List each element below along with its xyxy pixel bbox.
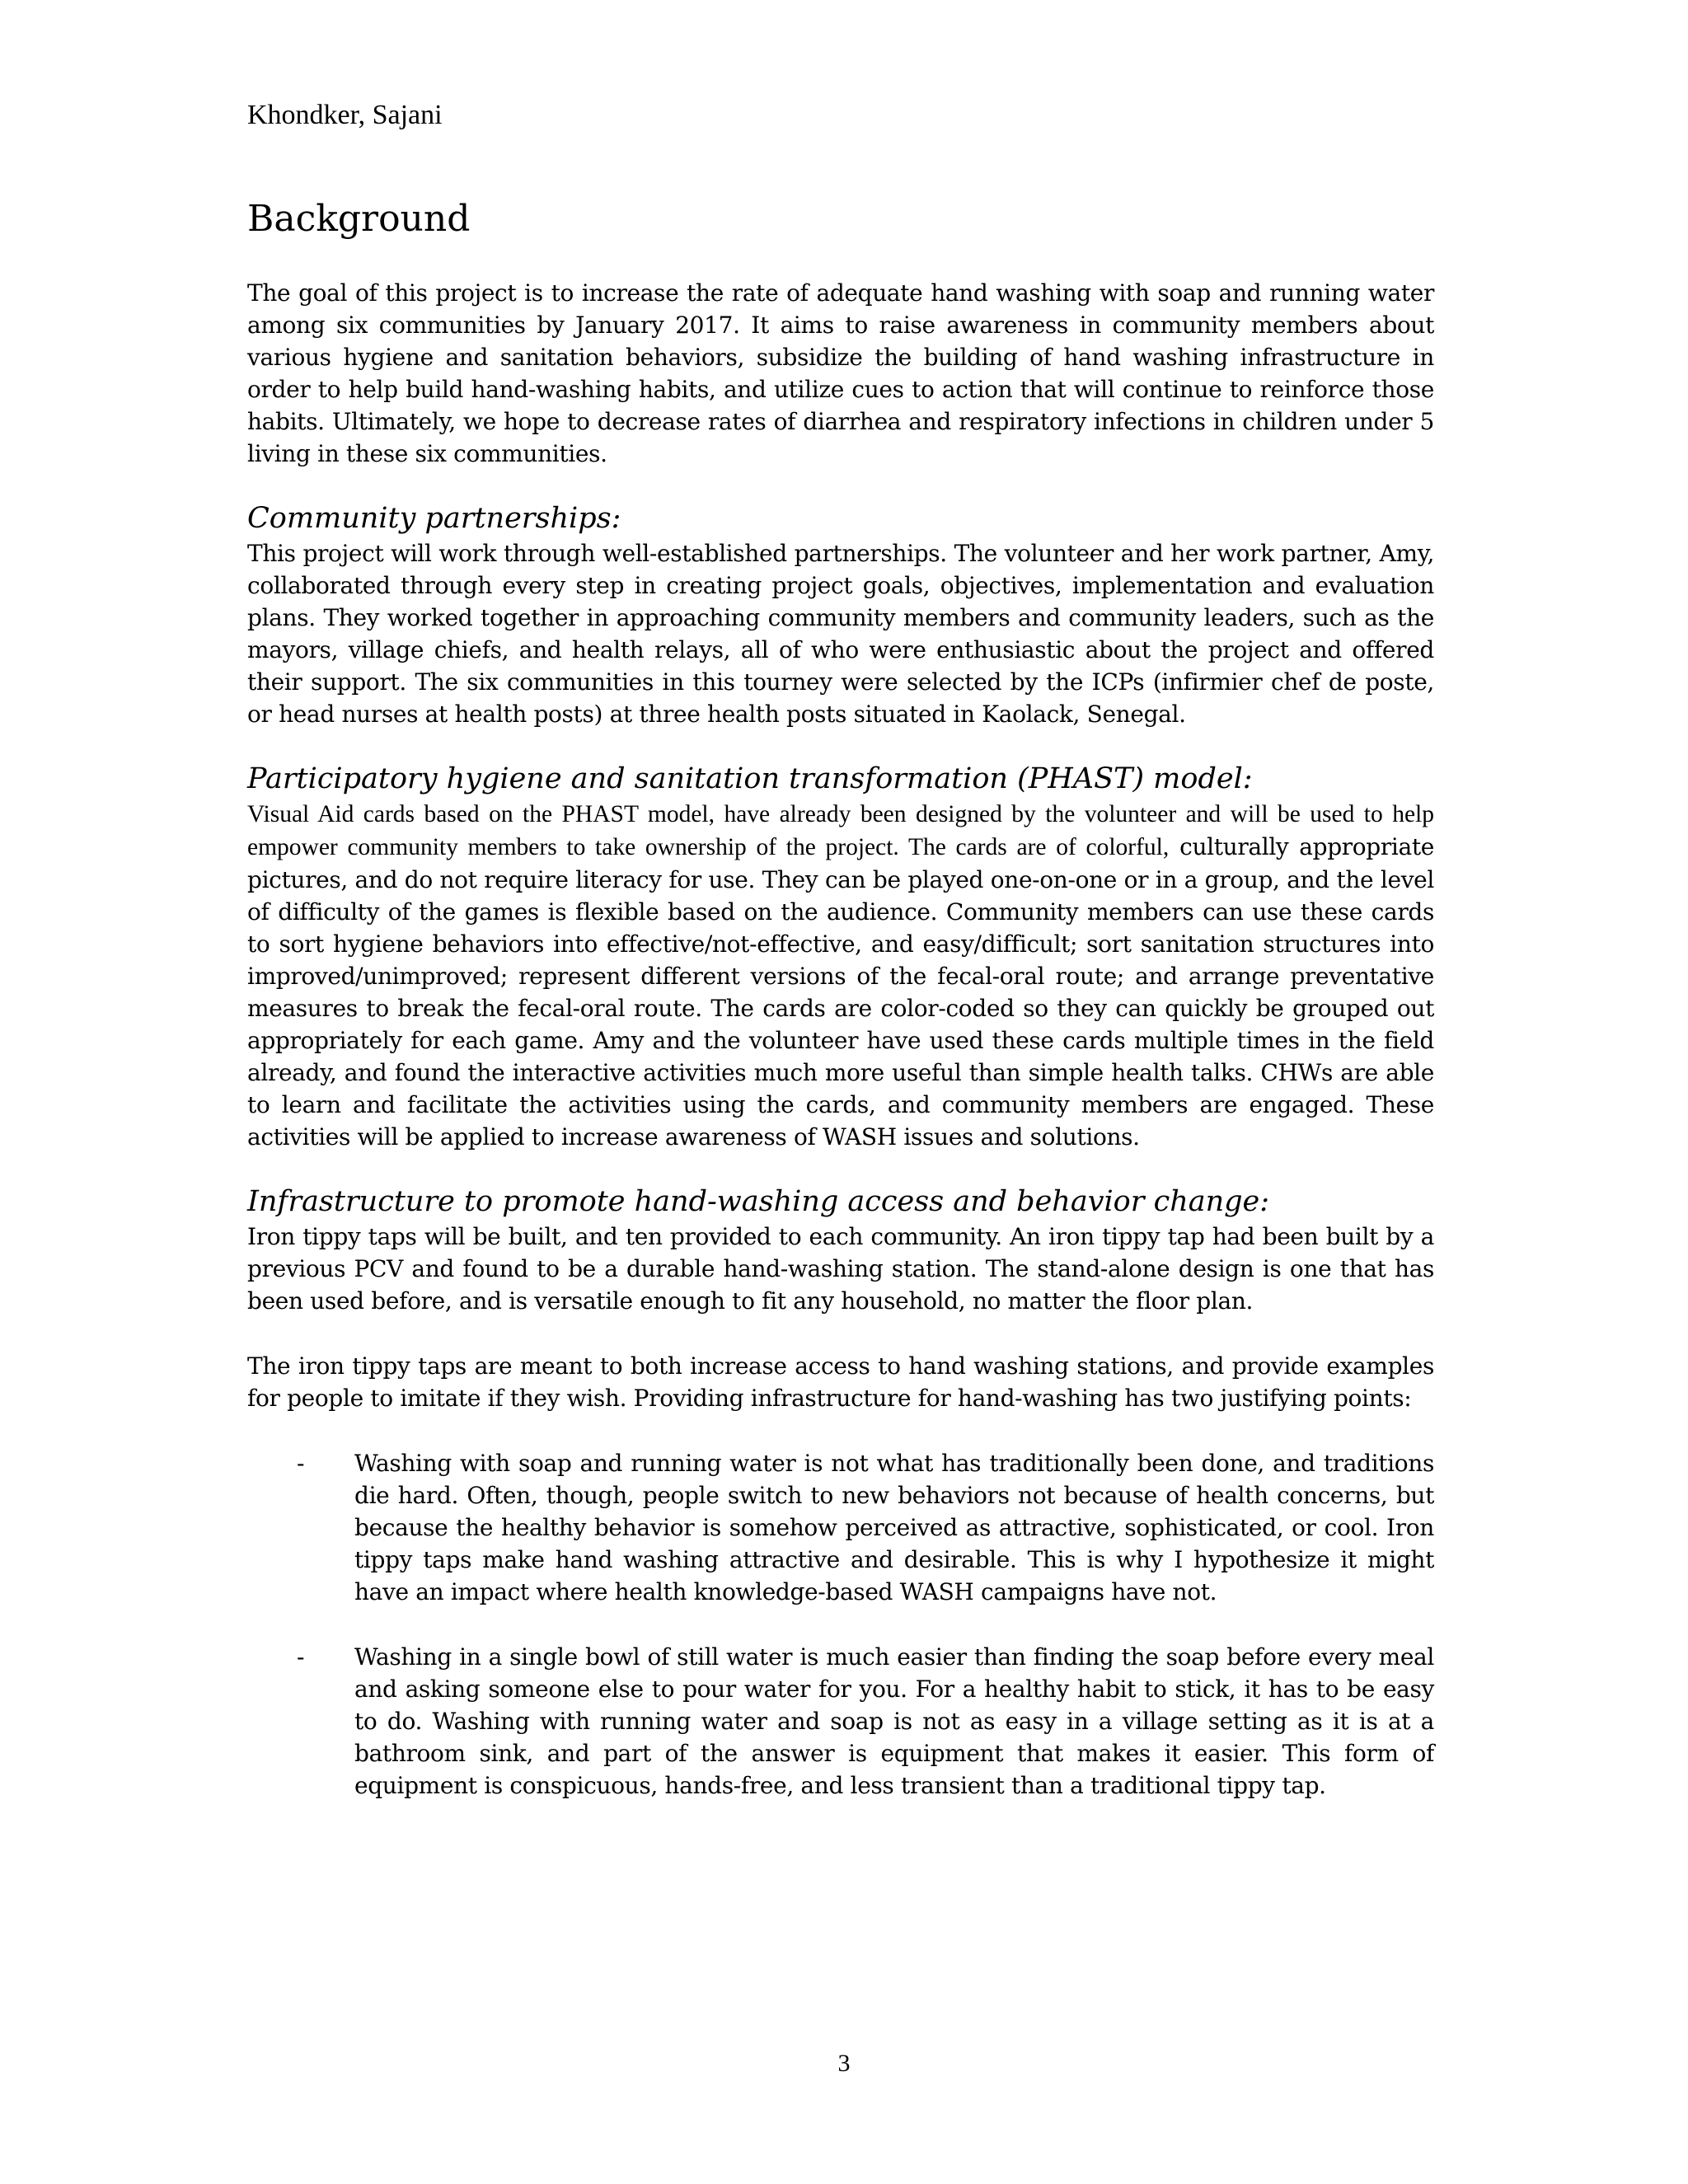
infrastructure-paragraph-2: The iron tippy taps are meant to both increase access to hand washing stations, and provide examples for people to imitate if they wish. Providing infrastructure for hand-washing has two justifying points:	[247, 1352, 1434, 1412]
page-number: 3	[837, 2050, 851, 2077]
justification-list	[247, 1447, 1434, 1802]
page-content	[247, 194, 1434, 1802]
phast-paragraph-lead: Visual Aid cards based on the PHAST model, have already been designed by the volunteer and will be used to help empower community members to take ownership of the project. The cards are of colorful,	[247, 801, 1434, 860]
spacer	[247, 1317, 1434, 1350]
community-paragraph: This project will work through well-established partnerships. The volunteer and her work partner, Amy, collaborated through every step in creating project goals, objectives, implementation and evaluation plans. They worked together in approaching community members and community leaders, such as the mayors, village chiefs, and health relays, all of who were enthusiastic about the project and offered their support. The six communities in this tourney were selected by the ICPs (infirmier chef de poste, or head nurses at health posts) at three health posts situated in Kaolack, Senegal.	[247, 540, 1434, 728]
section-title: Background	[247, 198, 471, 240]
phast-heading: Participatory hygiene and sanitation transformation (PHAST) model:	[247, 762, 1253, 795]
community-heading: Community partnerships:	[247, 502, 621, 535]
infrastructure-paragraph-1: Iron tippy taps will be built, and ten provided to each community. An iron tippy tap had been built by a previous PCV and found to be a durable hand-washing station. The stand-alone design is one that has been used before, and is versatile enough to fit any household, no matter the floor plan.	[247, 1223, 1434, 1315]
infrastructure-heading: Infrastructure to promote hand-washing access and behavior change:	[247, 1185, 1270, 1218]
list-item	[247, 1641, 1434, 1802]
spacer	[247, 730, 1434, 760]
spacer	[247, 1608, 1434, 1641]
intro-paragraph: The goal of this project is to increase the rate of adequate hand washing with soap and running water among six communities by January 2017. It aims to raise awareness in community members about various hygiene and sanitation behaviors, subsidize the building of hand washing infrastructure in order to help build hand-washing habits, and utilize cues to action that will continue to reinforce those habits. Ultimately, we hope to decrease rates of diarrhea and respiratory infections in children under 5 living in these six communities.	[247, 279, 1434, 467]
list-item	[247, 1447, 1434, 1608]
running-header-author: Khondker, Sajani	[247, 100, 443, 130]
bullet-dash: -	[297, 1643, 305, 1671]
list-item-text: Washing in a single bowl of still water is much easier than finding the soap before every meal and asking someone else to pour water for you. For a healthy habit to stick, it has to be easy to do. Washing with running water and soap is not as easy in a village setting as it is at a bathroom sink, and part of the answer is equipment that makes it easier. This form of equipment is conspicuous, hands-free, and less transient than a traditional tippy tap.	[354, 1643, 1434, 1799]
list-item-text: Washing with soap and running water is not what has traditionally been done, and traditions die hard. Often, though, people switch to new behaviors not because of health concerns, but because the healthy behavior is somehow perceived as attractive, sophisticated, or cool. Iron tippy taps make hand washing attractive and desirable. This is why I hypothesize it might have an impact where health knowledge-based WASH campaigns have not.	[354, 1450, 1434, 1605]
spacer	[247, 1414, 1434, 1447]
phast-paragraph-rest: culturally appropriate pictures, and do not require literacy for use. They can be played one-on-one or in a group, and the level of difficulty of the games is flexible based on the audience. Community members can use these cards to sort hygiene behaviors into effective/not-effective, and easy/difficult; sort sanitation structures into improved/unimproved; represent different versions of the fecal-oral route; and arrange preventative measures to break the fecal-oral route. The cards are color-coded so they can quickly be grouped out appropriately for each game. Amy and the volunteer have used these cards multiple times in the field already, and found the interactive activities much more useful than simple health talks. CHWs are able to learn and facilitate the activities using the cards, and community members are engaged. These activities will be applied to increase awareness of WASH issues and solutions.	[247, 833, 1434, 1151]
bullet-dash: -	[297, 1450, 305, 1477]
phast-paragraph	[247, 798, 1434, 1153]
spacer	[247, 470, 1434, 499]
spacer	[247, 1153, 1434, 1183]
